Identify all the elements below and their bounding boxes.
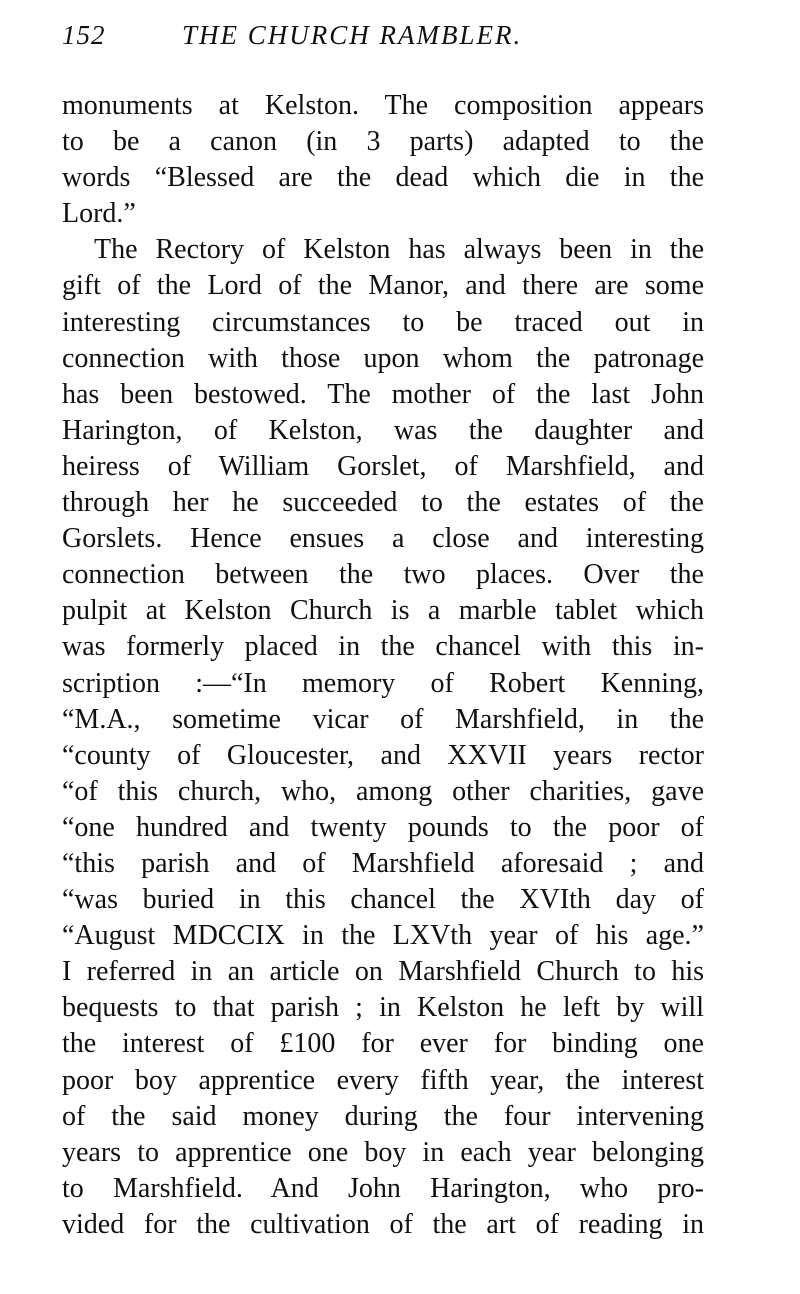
page-header xyxy=(62,20,712,60)
running-title: THE CHURCH RAMBLER. xyxy=(182,20,523,50)
text-line: heiress of William Gorslet, of Marshfield, and xyxy=(62,450,704,482)
text-line: connection between the two places. Over the xyxy=(62,559,704,591)
text-line: poor boy apprentice every fifth year, the interest xyxy=(62,1064,704,1096)
text-line: “was buried in this chancel the XVIth day of xyxy=(62,884,704,916)
text-line: to Marshfield. And John Harington, who pro- xyxy=(62,1172,704,1204)
text-line: to be a canon (in 3 parts) adapted to the xyxy=(62,126,704,158)
text-line: the interest of £100 for ever for binding one xyxy=(62,1028,704,1060)
text-line: “of this church, who, among other charities, gave xyxy=(62,775,704,807)
text-line: “August MDCCIX in the LXVth year of his age.” xyxy=(62,920,704,952)
page-number: 152 xyxy=(62,20,106,50)
text-line: bequests to that parish ; in Kelston he left by will xyxy=(62,992,704,1024)
text-line: Lord.” xyxy=(62,198,136,230)
body-text xyxy=(62,88,704,1243)
text-line: pulpit at Kelston Church is a marble tablet which xyxy=(62,595,704,627)
text-line: vided for the cultivation of the art of reading in xyxy=(62,1208,704,1240)
text-line: scription :—“In memory of Robert Kenning, xyxy=(62,667,704,699)
text-line: words “Blessed are the dead which die in the xyxy=(62,162,704,194)
text-line: Harington, of Kelston, was the daughter and xyxy=(62,414,704,446)
text-line: I referred in an article on Marshfield Church to his xyxy=(62,956,704,988)
text-line: connection with those upon whom the patronage xyxy=(62,342,704,374)
text-line: “one hundred and twenty pounds to the poor of xyxy=(62,811,704,843)
text-line: gift of the Lord of the Manor, and there are some xyxy=(62,270,704,302)
paragraph-start-line: The Rectory of Kelston has always been in the xyxy=(94,234,704,266)
text-line: was formerly placed in the chancel with this in- xyxy=(62,631,704,663)
text-line: “this parish and of Marshfield aforesaid ; and xyxy=(62,847,704,879)
text-line: Gorslets. Hence ensues a close and interesting xyxy=(62,523,704,555)
text-line: has been bestowed. The mother of the last John xyxy=(62,378,704,410)
text-line: interesting circumstances to be traced out in xyxy=(62,306,704,338)
text-line: monuments at Kelston. The composition appears xyxy=(62,90,704,121)
text-line: of the said money during the four intervening xyxy=(62,1100,704,1132)
text-line: “M.A., sometime vicar of Marshfield, in the xyxy=(62,703,704,735)
text-line: years to apprentice one boy in each year belonging xyxy=(62,1136,704,1168)
text-line: “county of Gloucester, and XXVII years rector xyxy=(62,739,704,771)
text-line: through her he succeeded to the estates of the xyxy=(62,487,704,519)
